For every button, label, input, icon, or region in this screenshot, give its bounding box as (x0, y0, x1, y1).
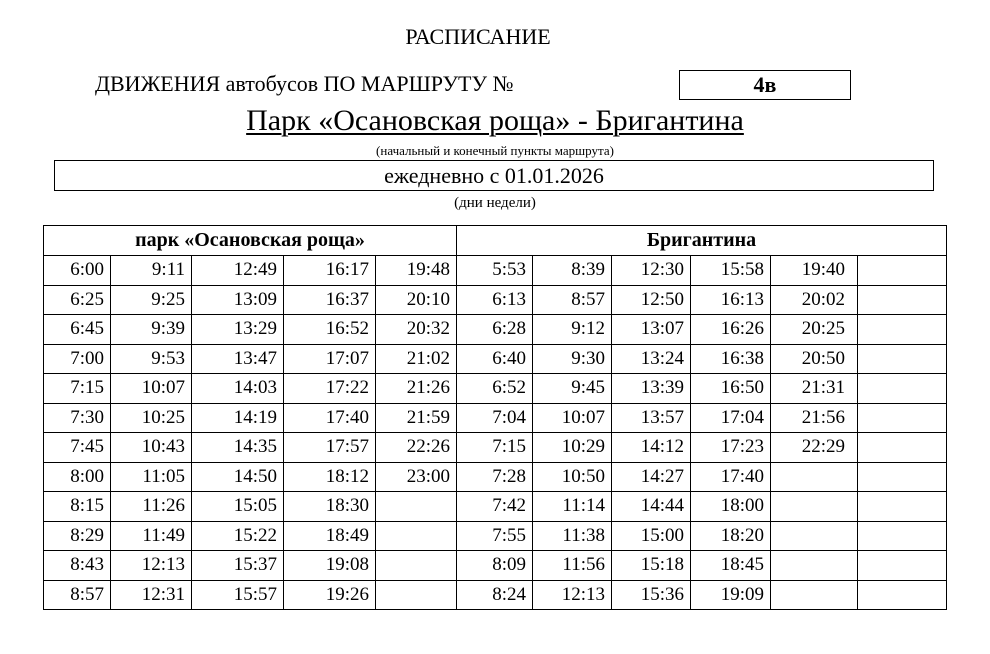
return-time-cell: 11:56 (533, 551, 612, 581)
return-time-cell: 19:40 (771, 256, 858, 286)
table-row (44, 462, 947, 492)
table-row (44, 521, 947, 551)
departure-time-cell: 23:00 (376, 462, 457, 492)
return-time-cell: 18:00 (691, 492, 771, 522)
return-time-cell: 6:40 (457, 344, 533, 374)
return-time-cell: 8:39 (533, 256, 612, 286)
return-time-cell: 16:26 (691, 315, 771, 345)
table-row (44, 374, 947, 404)
return-time-cell: 11:38 (533, 521, 612, 551)
return-time-cell (771, 521, 858, 551)
table-row (44, 256, 947, 286)
departure-time-cell: 14:19 (192, 403, 284, 433)
departure-stop-heading: парк «Осановская роща» (44, 226, 457, 256)
return-time-cell: 9:45 (533, 374, 612, 404)
departure-time-cell: 19:08 (284, 551, 376, 581)
departure-time-cell: 10:07 (111, 374, 192, 404)
schedule-table (43, 225, 947, 610)
table-row (44, 580, 947, 610)
departure-time-cell: 9:25 (111, 285, 192, 315)
return-time-cell (858, 462, 947, 492)
return-time-cell: 20:25 (771, 315, 858, 345)
departure-time-cell: 19:48 (376, 256, 457, 286)
departure-time-cell: 7:45 (44, 433, 111, 463)
departure-time-cell: 6:45 (44, 315, 111, 345)
table-row (44, 492, 947, 522)
departure-time-cell (376, 580, 457, 610)
return-time-cell: 12:50 (612, 285, 691, 315)
departure-time-cell: 21:02 (376, 344, 457, 374)
return-time-cell: 9:12 (533, 315, 612, 345)
route-label: ДВИЖЕНИЯ автобусов ПО МАРШРУТУ № (95, 71, 514, 96)
return-time-cell (858, 374, 947, 404)
return-time-cell: 7:55 (457, 521, 533, 551)
departure-time-cell: 9:11 (111, 256, 192, 286)
departure-time-cell: 7:00 (44, 344, 111, 374)
return-time-cell: 7:04 (457, 403, 533, 433)
route-number-box: 4в (679, 70, 851, 100)
departure-time-cell (376, 521, 457, 551)
departure-time-cell: 15:57 (192, 580, 284, 610)
route-endpoints-text: Парк «Осановская роща» - Бригантина (246, 104, 744, 137)
return-time-cell (858, 315, 947, 345)
departure-time-cell: 11:26 (111, 492, 192, 522)
departure-time-cell: 17:07 (284, 344, 376, 374)
return-time-cell: 15:18 (612, 551, 691, 581)
endpoints-caption: (начальный и конечный пункты маршрута) (376, 143, 614, 158)
return-time-cell: 14:44 (612, 492, 691, 522)
departure-time-cell: 19:26 (284, 580, 376, 610)
return-time-cell: 19:09 (691, 580, 771, 610)
arrival-stop-heading: Бригантина (457, 226, 947, 256)
operating-days-box: ежедневно с 01.01.2026 (54, 160, 934, 191)
return-time-cell: 20:50 (771, 344, 858, 374)
departure-time-cell: 20:10 (376, 285, 457, 315)
departure-time-cell: 21:59 (376, 403, 457, 433)
table-header-row (44, 226, 947, 256)
return-time-cell: 16:50 (691, 374, 771, 404)
return-time-cell (771, 551, 858, 581)
departure-time-cell (376, 492, 457, 522)
return-time-cell: 21:56 (771, 403, 858, 433)
return-time-cell: 12:13 (533, 580, 612, 610)
return-time-cell (771, 580, 858, 610)
departure-time-cell: 7:30 (44, 403, 111, 433)
departure-time-cell: 16:37 (284, 285, 376, 315)
departure-time-cell: 21:26 (376, 374, 457, 404)
return-time-cell (858, 492, 947, 522)
return-time-cell: 7:42 (457, 492, 533, 522)
return-time-cell (858, 433, 947, 463)
return-time-cell (858, 256, 947, 286)
departure-time-cell: 16:52 (284, 315, 376, 345)
departure-time-cell: 18:12 (284, 462, 376, 492)
departure-time-cell: 9:53 (111, 344, 192, 374)
return-time-cell (771, 492, 858, 522)
table-row (44, 315, 947, 345)
departure-time-cell: 15:22 (192, 521, 284, 551)
days-caption: (дни недели) (454, 195, 536, 211)
return-time-cell: 22:29 (771, 433, 858, 463)
return-time-cell: 20:02 (771, 285, 858, 315)
departure-time-cell: 15:37 (192, 551, 284, 581)
departure-time-cell: 8:43 (44, 551, 111, 581)
departure-time-cell: 10:43 (111, 433, 192, 463)
departure-time-cell: 13:29 (192, 315, 284, 345)
return-time-cell (858, 580, 947, 610)
return-time-cell: 14:12 (612, 433, 691, 463)
return-time-cell: 15:36 (612, 580, 691, 610)
departure-time-cell: 8:15 (44, 492, 111, 522)
table-row (44, 344, 947, 374)
return-time-cell: 17:40 (691, 462, 771, 492)
return-time-cell: 15:58 (691, 256, 771, 286)
return-time-cell: 11:14 (533, 492, 612, 522)
departure-time-cell: 9:39 (111, 315, 192, 345)
return-time-cell: 6:28 (457, 315, 533, 345)
return-time-cell (858, 285, 947, 315)
departure-time-cell: 6:25 (44, 285, 111, 315)
departure-time-cell: 8:29 (44, 521, 111, 551)
departure-time-cell: 17:57 (284, 433, 376, 463)
document-title: РАСПИСАНИЕ (405, 24, 551, 49)
departure-time-cell: 18:49 (284, 521, 376, 551)
departure-time-cell: 8:57 (44, 580, 111, 610)
departure-time-cell: 17:40 (284, 403, 376, 433)
return-time-cell: 6:13 (457, 285, 533, 315)
return-time-cell: 17:04 (691, 403, 771, 433)
departure-time-cell: 22:26 (376, 433, 457, 463)
departure-time-cell: 14:50 (192, 462, 284, 492)
return-time-cell: 14:27 (612, 462, 691, 492)
departure-time-cell: 6:00 (44, 256, 111, 286)
table-row (44, 551, 947, 581)
return-time-cell: 13:07 (612, 315, 691, 345)
route-endpoints (0, 104, 990, 138)
return-time-cell: 8:57 (533, 285, 612, 315)
departure-time-cell: 11:49 (111, 521, 192, 551)
return-time-cell: 17:23 (691, 433, 771, 463)
departure-time-cell (376, 551, 457, 581)
departure-time-cell: 12:31 (111, 580, 192, 610)
return-time-cell: 21:31 (771, 374, 858, 404)
return-time-cell (858, 403, 947, 433)
return-time-cell: 6:52 (457, 374, 533, 404)
return-time-cell (771, 462, 858, 492)
return-time-cell: 8:09 (457, 551, 533, 581)
return-time-cell: 13:39 (612, 374, 691, 404)
return-time-cell: 10:50 (533, 462, 612, 492)
departure-time-cell: 14:03 (192, 374, 284, 404)
return-time-cell: 9:30 (533, 344, 612, 374)
departure-time-cell: 16:17 (284, 256, 376, 286)
return-time-cell: 10:07 (533, 403, 612, 433)
return-time-cell: 16:38 (691, 344, 771, 374)
departure-time-cell: 18:30 (284, 492, 376, 522)
departure-time-cell: 14:35 (192, 433, 284, 463)
return-time-cell: 8:24 (457, 580, 533, 610)
return-time-cell: 16:13 (691, 285, 771, 315)
departure-time-cell: 12:13 (111, 551, 192, 581)
return-time-cell (858, 344, 947, 374)
return-time-cell: 12:30 (612, 256, 691, 286)
departure-time-cell: 11:05 (111, 462, 192, 492)
departure-time-cell: 12:49 (192, 256, 284, 286)
return-time-cell: 18:20 (691, 521, 771, 551)
return-time-cell: 7:28 (457, 462, 533, 492)
return-time-cell: 13:24 (612, 344, 691, 374)
table-row (44, 403, 947, 433)
departure-time-cell: 15:05 (192, 492, 284, 522)
return-time-cell (858, 521, 947, 551)
return-time-cell: 13:57 (612, 403, 691, 433)
departure-time-cell: 17:22 (284, 374, 376, 404)
return-time-cell (858, 551, 947, 581)
departure-time-cell: 8:00 (44, 462, 111, 492)
return-time-cell: 5:53 (457, 256, 533, 286)
departure-time-cell: 13:47 (192, 344, 284, 374)
return-time-cell: 18:45 (691, 551, 771, 581)
departure-time-cell: 20:32 (376, 315, 457, 345)
return-time-cell: 15:00 (612, 521, 691, 551)
schedule-body (44, 256, 947, 610)
return-time-cell: 10:29 (533, 433, 612, 463)
table-row (44, 285, 947, 315)
departure-time-cell: 7:15 (44, 374, 111, 404)
return-time-cell: 7:15 (457, 433, 533, 463)
table-row (44, 433, 947, 463)
departure-time-cell: 10:25 (111, 403, 192, 433)
departure-time-cell: 13:09 (192, 285, 284, 315)
